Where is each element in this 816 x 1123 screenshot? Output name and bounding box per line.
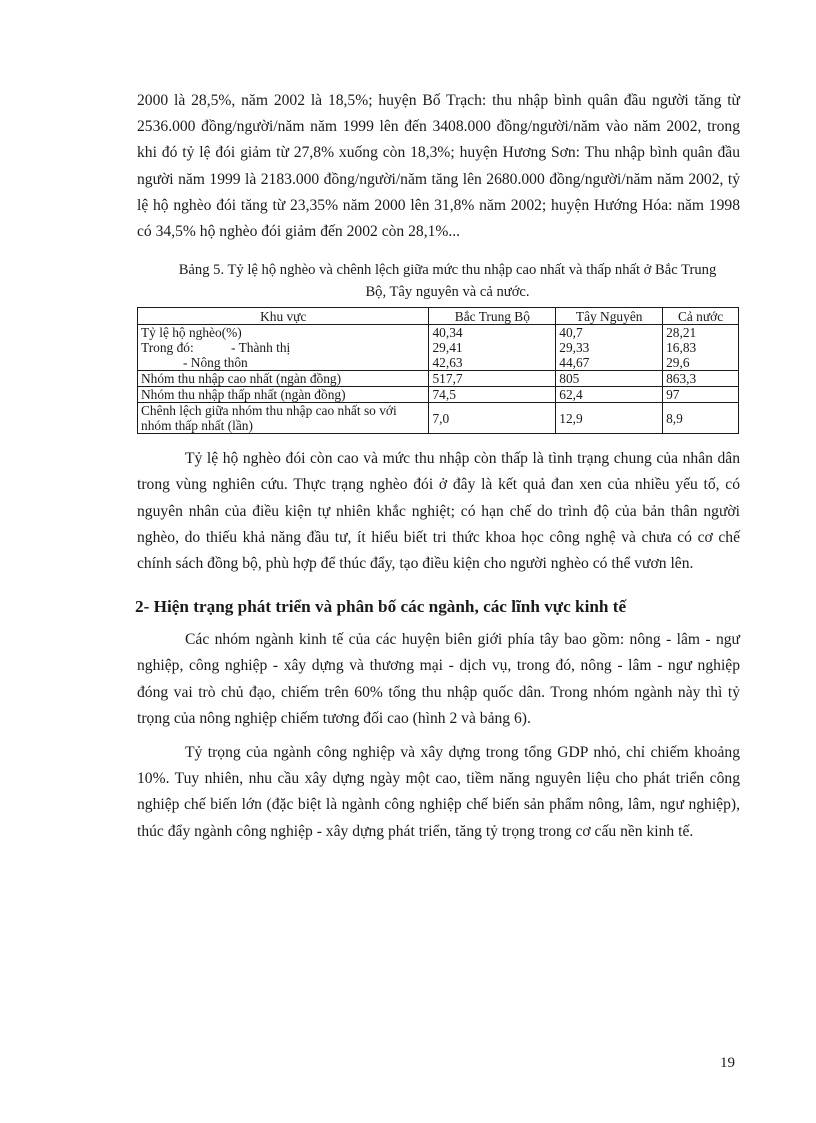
- header-whole-country: Cả nước: [663, 308, 739, 325]
- cell: 44,67: [556, 355, 663, 371]
- row-label: Nhóm thu nhập cao nhất (ngàn đồng): [138, 371, 429, 387]
- cell: 29,6: [663, 355, 739, 371]
- cell: 7,0: [429, 403, 556, 434]
- table-row: [138, 387, 739, 403]
- cell: 74,5: [429, 387, 556, 403]
- header-central-highlands: Tây Nguyên: [556, 308, 663, 325]
- row-label-urban: - Thành thị: [231, 340, 291, 356]
- paragraph-economic-sectors: Các nhóm ngành kinh tế của các huyện biên giới phía tây bao gồm: nông - lâm - ngư nghiệp, công nghiệp - xây dựng và thương mại - dịch vụ, trong đó, nông - lâm - ngư nghiệp đóng vai trò chủ đạo, chiếm trên 60% tổng thu nhập quốc dân. Trong nhóm ngành này thì tỷ trọng của nông nghiệp chiếm tương đối cao (hình 2 và bảng 6).: [137, 631, 740, 727]
- cell: 16,83: [663, 340, 739, 355]
- poverty-table: [137, 307, 739, 434]
- paragraph-poverty-summary: Tỷ lệ hộ nghèo đói còn cao và mức thu nhập còn thấp là tình trạng chung của nhân dân trong vùng nghiên cứu. Thực trạng nghèo đói ở đây là kết quả đan xen của nhiều yếu tố, có nguyên nhân của điều kiện tự nhiên khắc nghiệt; có hạn chế do trình độ của bản thân người nghèo, do thiếu khả năng đầu tư, ít hiểu biết tri thức khoa học công nghệ và chưa có cơ chế chính sách đồng bộ, phù hợp để thúc đẩy, tạo điều kiện cho người nghèo có thể vươn lên.: [137, 450, 740, 573]
- row-label: [138, 355, 429, 371]
- cell: 28,21: [663, 325, 739, 341]
- row-label: Tỷ lệ hộ nghèo(%): [138, 325, 429, 341]
- table-row: [138, 355, 739, 371]
- row-label: Chênh lệch giữa nhóm thu nhập cao nhất so với nhóm thấp nhất (lần): [138, 403, 429, 434]
- table-row: [138, 325, 739, 341]
- section-heading: 2- Hiện trạng phát triển và phân bố các ngành, các lĩnh vực kinh tế: [135, 597, 627, 617]
- intro-paragraph: 2000 là 28,5%, năm 2002 là 18,5%; huyện Bố Trạch: thu nhập bình quân đầu người tăng từ 2536.000 đồng/người/năm năm 1999 lên đến 3408.000 đồng/người/năm vào năm 2002, trong khi đó tỷ lệ đói giảm từ 27,8% xuống còn 18,3%; huyện Hương Sơn: Thu nhập bình quân đầu người năm 1999 là 2183.000 đồng/người/năm tăng lên 2680.000 đồng/người/năm năm 2002, tỷ lệ hộ nghèo đói tăng từ 23,35% năm 2000 lên 31,8% năm 2002; huyện Hướng Hóa: năm 1998 có 34,5% hộ nghèo đói giảm đến 2002 còn 28,1%...: [137, 92, 740, 241]
- cell: 805: [556, 371, 663, 387]
- cell: 12,9: [556, 403, 663, 434]
- row-label-prefix: Trong đó:: [141, 340, 194, 356]
- cell: 40,7: [556, 325, 663, 341]
- row-label: Nhóm thu nhập thấp nhất (ngàn đồng): [138, 387, 429, 403]
- cell: 517,7: [429, 371, 556, 387]
- table-header-row: [138, 308, 739, 325]
- table-caption: Bảng 5. Tỷ lệ hộ nghèo và chênh lệch giữa mức thu nhập cao nhất và thấp nhất ở Bắc Trung Bộ, Tây nguyên và cả nước.: [178, 262, 717, 301]
- cell: 97: [663, 387, 739, 403]
- cell: 40,34: [429, 325, 556, 341]
- paragraph-industry-share: Tỷ trọng của ngành công nghiệp và xây dựng trong tổng GDP nhỏ, chỉ chiếm khoảng 10%. Tuy nhiên, nhu cầu xây dựng ngày một cao, tiềm năng nguyên liệu cho phát triển công nghiệp chế biến lớn (đặc biệt là ngành công nghiệp chế biến sản phẩm nông, lâm, ngư nghiệp), thúc đẩy ngành công nghiệp - xây dựng phát triển, tăng tỷ trọng trong cơ cấu nền kinh tế.: [137, 744, 740, 840]
- cell: 863,3: [663, 371, 739, 387]
- cell: 8,9: [663, 403, 739, 434]
- cell: 62,4: [556, 387, 663, 403]
- cell: 29,41: [429, 340, 556, 355]
- page-number: 19: [720, 1055, 735, 1071]
- row-label: [138, 340, 429, 355]
- page-content: [137, 88, 740, 845]
- table-row: [138, 371, 739, 387]
- cell: 29,33: [556, 340, 663, 355]
- header-north-central: Bắc Trung Bộ: [429, 308, 556, 325]
- cell: 42,63: [429, 355, 556, 371]
- table-row: [138, 403, 739, 434]
- table-row: [138, 340, 739, 355]
- row-label-rural: - Nông thôn: [183, 355, 248, 371]
- header-region: Khu vực: [138, 308, 429, 325]
